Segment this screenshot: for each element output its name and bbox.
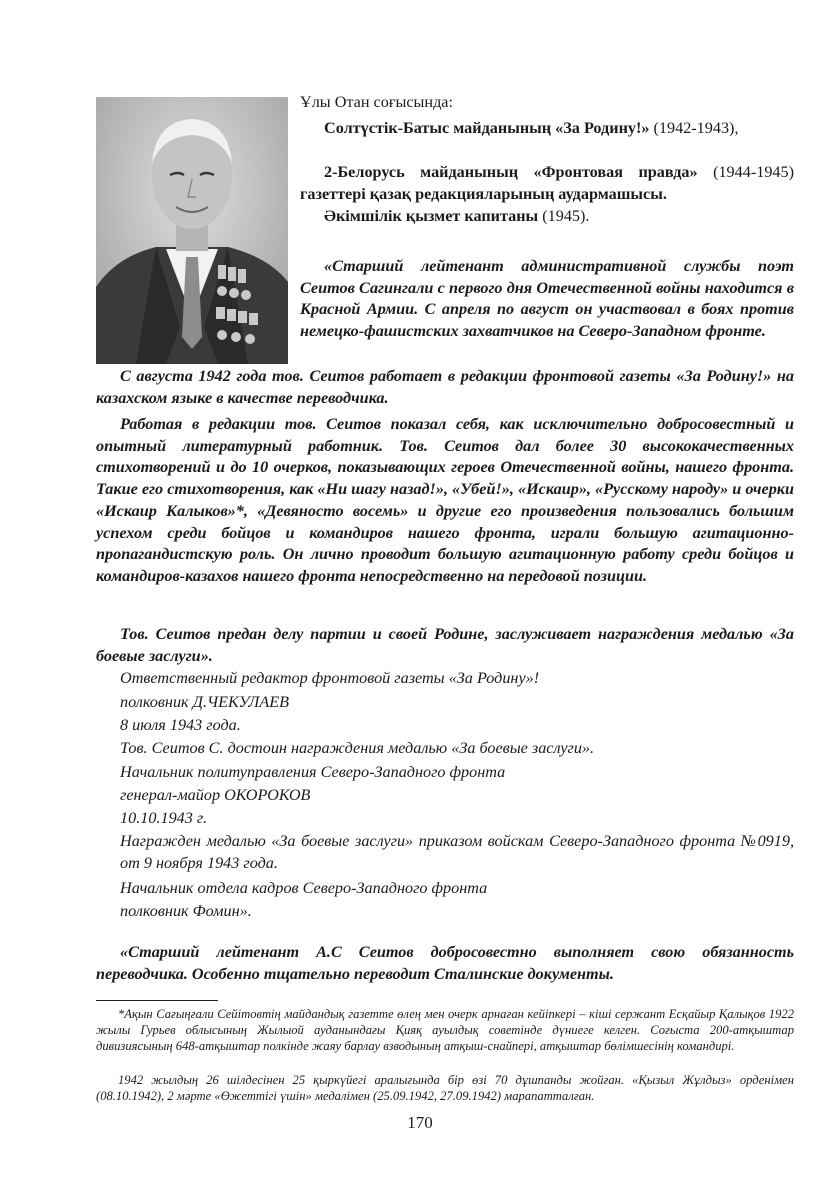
signature-line: 10.10.1943 г.: [120, 809, 208, 827]
footnote-divider: [96, 1000, 218, 1001]
service-northwest-bold: Солтүстік-Батыс майданының «За Родину!»: [324, 119, 650, 137]
letter1-paragraph-4: Тов. Сеитов предан делу партии и своей Родине, заслуживает награждения медалью «За боевые заслуги».: [96, 625, 794, 665]
letter1-paragraph-3: Работая в редакции тов. Сеитов показал себя, как исключительно добросовестный и опытный литературный работник. Тов. Сеитов дал более 30 высококачественных стихотворений и до 10 очерков, показывающих героев Отечественной войны, нашего фронта. Такие его стихотворения, как «Ни шагу назад!», «Убей!», «Искаир», «Русскому народу» и очерки «Искаир Калыков»*, «Девяносто восемь» и другие его произведения пользовались большим успехом среди бойцов и командиров нашего фронта, играли большую агитационно-пропагандистскую роль. Он лично проводит большую агитационную работу среди бойцов и командиров-казахов нашего фронта непосредственно на передовой позиции.: [96, 415, 794, 585]
service-belarus-role: газеттері қазақ редакцияларының аудармашысы.: [300, 184, 667, 203]
signature-line: Награжден медалью «За боевые заслуги» приказом войскам Северо-Западного фронта №0919, от 9 ноября 1943 года.: [120, 832, 794, 872]
signature-line: полковник Д.ЧЕКУЛАЕВ: [120, 693, 290, 711]
service-northwest-years: (1942-1943),: [649, 119, 739, 137]
signature-line: генерал-майор ОКОРОКОВ: [120, 786, 311, 804]
service-paragraph-belarus: [300, 162, 794, 205]
signature-line: Начальник отдела кадров Северо-Западного фронта: [120, 879, 488, 897]
letter1-intro: «Старший лейтенант административной службы поэт Сеитов Сагингали с первого дня Отечественной войны находится в Красной Армии. С апреля по август он участвовал в боях против немецко-фашистских захватчиков на Северо-Западном фронте.: [300, 257, 794, 341]
portrait-photo: [96, 97, 288, 364]
letter1-paragraph-2: С августа 1942 года тов. Сеитов работает в редакции фронтовой газеты «За Родину!» на казахском языке в качестве переводчика.: [96, 367, 794, 407]
page-number: 170: [407, 1113, 433, 1132]
footnote-2: 1942 жылдың 26 шілдесінен 25 қыркүйегі аралығында бір өзі 70 дұшпанды жойған. «Қызыл Жұлдыз» орденімен (08.10.1942), 2 мәрте «Өжеттігі үшін» медалімен (25.09.1942, 27.09.1942) марапатталған.: [96, 1073, 794, 1103]
signature-line: Ответственный редактор фронтовой газеты «За Родину»!: [120, 669, 540, 687]
service-rank-bold: Әкімшілік қызмет капитаны: [324, 207, 539, 225]
service-paragraph-rank: [300, 206, 794, 228]
service-line-1: Ұлы Отан соғысында:: [300, 93, 453, 111]
letter2-paragraph: «Старший лейтенант А.С Сеитов добросовестно выполняет свою обязанность переводчика. Особенно тщательно переводит Сталинские документы.: [96, 943, 794, 983]
footnote-1: *Ақын Сағыңғали Сейітовтің майдандық газетте өлең мен очерк арнаған кейіпкері – кіші сержант Есқайыр Қалықов 1922 жылы Гурьев облысының Жылыой ауданындағы Қияқ ауылдық советінде дүниеге келген. Соғыста 200-атқыштар дивизиясының 648-атқыштар полкінде жаяу барлау взводының атқыш-снайпері, атқыштар бөлімшесінің командирі.: [96, 1007, 794, 1053]
service-belarus-bold: 2-Белорусь майданының «Фронтовая правда»: [324, 163, 698, 181]
service-paragraph-northwest: [300, 118, 794, 140]
service-belarus-years: (1944-1945): [697, 163, 794, 181]
service-rank-year: (1945).: [538, 207, 590, 225]
signature-line: Тов. Сеитов С. достоин награждения медалью «За боевые заслуги».: [120, 739, 595, 757]
signature-line: Начальник политуправления Северо-Западного фронта: [120, 763, 506, 781]
signature-line: 8 июля 1943 года.: [120, 716, 241, 734]
signature-line: полковник Фомин».: [120, 902, 252, 920]
